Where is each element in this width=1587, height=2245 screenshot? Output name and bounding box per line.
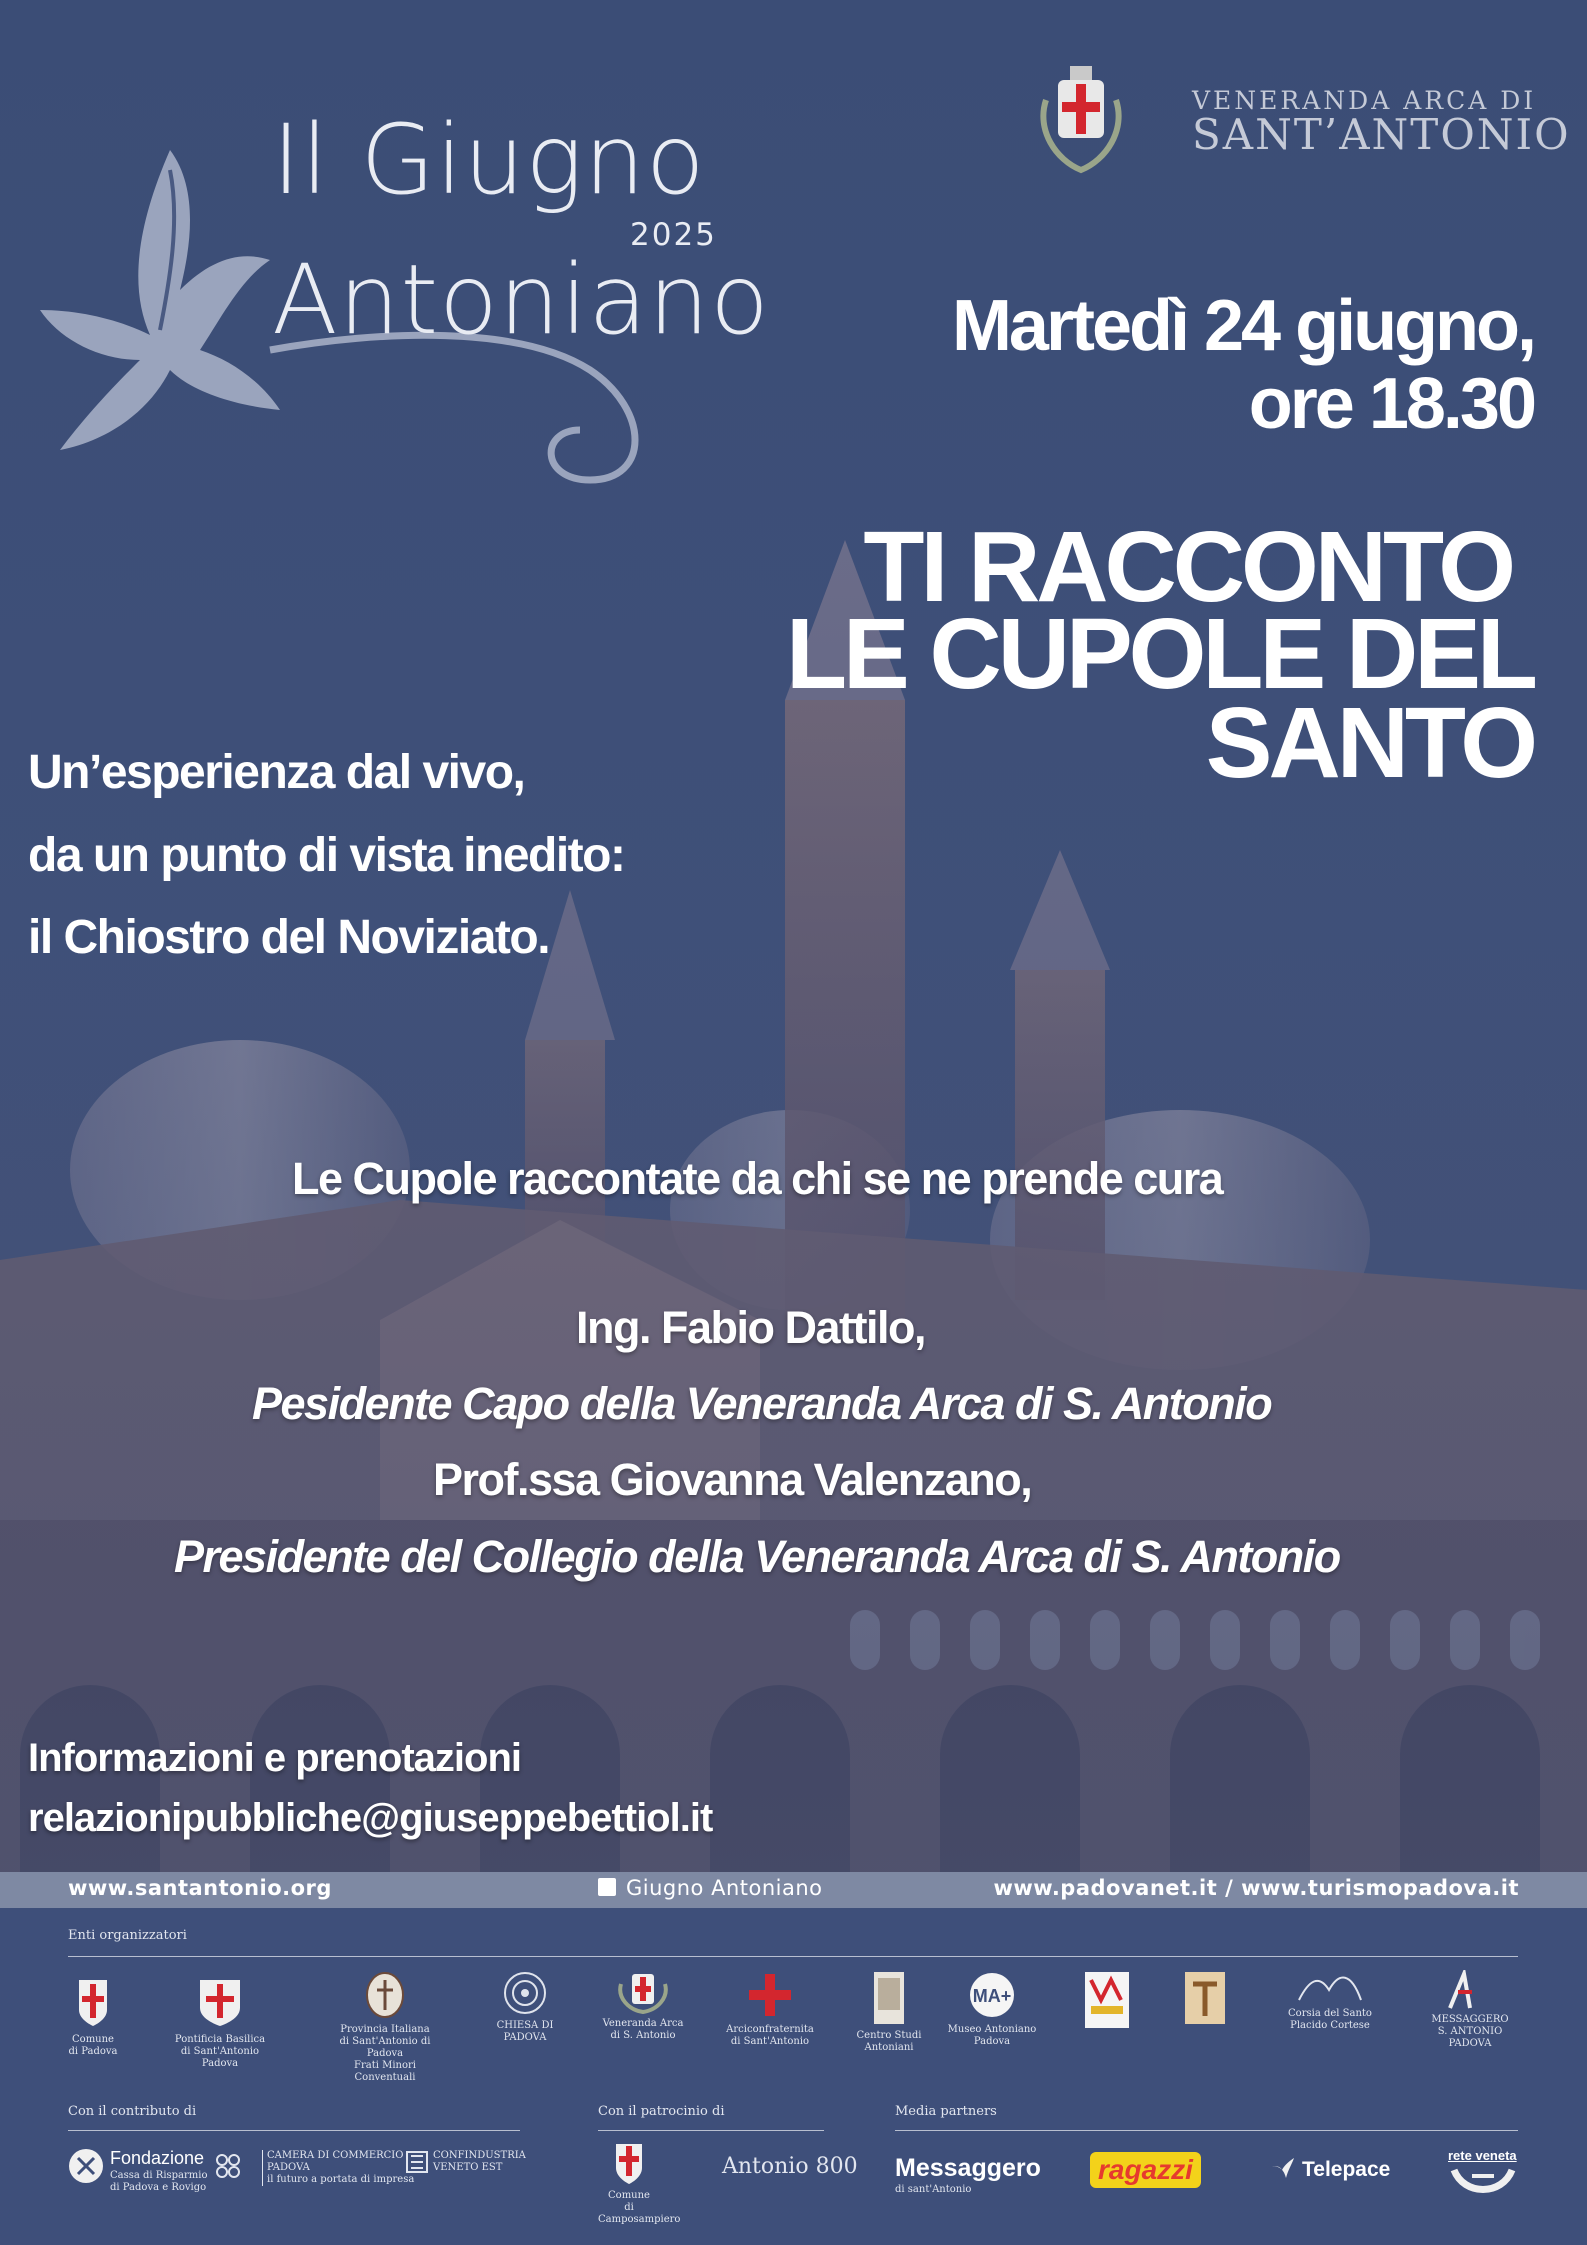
reteveneta-logo-icon	[1450, 2166, 1516, 2196]
logo-title-line1: Il Giugno	[272, 104, 706, 216]
antonio-800-logo: Antonio 800	[722, 2154, 858, 2179]
contact-label: Informazioni e prenotazioni	[28, 1736, 522, 1780]
organizer-label: Corsia del Santo	[1288, 2008, 1372, 2019]
organizers-divider	[68, 1956, 1518, 1957]
link-padovanet-turismo[interactable]: www.padovanet.it / www.turismopadova.it	[993, 1876, 1519, 1900]
contact-email[interactable]: relazionipubbliche@giuseppebettiol.it	[28, 1796, 713, 1840]
organizer-label: CHIESA DI	[496, 2020, 554, 2031]
messaggero-logo-icon	[1440, 1970, 1500, 2010]
tau-icon	[1183, 1970, 1227, 2026]
organizer-messaggero	[1410, 1970, 1530, 2050]
lily-flower-icon	[30, 130, 290, 460]
organizer-corsia-del-santo	[1270, 1970, 1390, 2032]
organizer-label: Comune	[72, 2034, 114, 2045]
logo-year: 2025	[630, 217, 717, 253]
organizer-label: di Sant'Antonio Padova	[180, 2046, 260, 2069]
camera-commercio-text	[262, 2150, 414, 2186]
footer	[0, 1908, 1587, 2245]
organizer-label: MESSAGGERO	[1431, 2014, 1509, 2025]
organizer-label: Placido Cortese	[1290, 2020, 1370, 2031]
organizer-label: PADOVA	[503, 2032, 547, 2043]
organizer-label: di Sant'Antonio di Padova	[339, 2036, 431, 2059]
centro-studi-icon	[872, 1970, 906, 2026]
link-facebook-giugno-antoniano[interactable]: Giugno Antoniano	[626, 1876, 823, 1900]
organizer-label: Arciconfraternita	[726, 2024, 814, 2035]
organizer-label: Padova	[973, 2036, 1011, 2047]
camposampiero-label	[598, 2190, 681, 2226]
event-title-line2: LE CUPOLE DEL	[785, 598, 1534, 710]
organizer-comune-padova	[38, 1970, 148, 2058]
camposampiero-line1: Comune	[608, 2190, 650, 2201]
patronage-label: Con il patrocinio di	[598, 2104, 725, 2119]
links-bar	[0, 1872, 1587, 1908]
intro-line3: il Chiostro del Noviziato.	[28, 911, 550, 964]
organizer-label: S. ANTONIO	[1437, 2026, 1503, 2037]
confindustria-icon	[405, 2150, 429, 2174]
logo-swirl-icon	[260, 330, 680, 510]
camera-line1: CAMERA DI COMMERCIO	[267, 2150, 404, 2161]
event-title-line1: TI RACCONTO	[863, 511, 1512, 623]
media-messaggero-sub: di sant'Antonio	[895, 2184, 972, 2195]
organizer-label: di Sant'Antonio	[730, 2036, 810, 2047]
facebook-icon[interactable]	[598, 1878, 616, 1896]
svg-text:MA+: MA+	[972, 1986, 1012, 2006]
fondazione-icon	[68, 2148, 104, 2184]
event-subtitle: Le Cupole raccontate da chi se ne prende cura	[292, 1153, 1223, 1204]
comune-padova-crest-icon	[73, 1970, 113, 2030]
veneranda-arca-crest-icon	[1036, 60, 1126, 175]
intro-line2: da un punto di vista inedito:	[28, 829, 625, 882]
fondazione-sub2: di Padova e Rovigo	[110, 2182, 207, 2193]
organizer-label: Provincia Italiana	[340, 2024, 430, 2035]
organizer-pontificia-basilica	[165, 1970, 275, 2070]
camera-line3: il futuro a portata di impresa	[267, 2174, 415, 2185]
media-partners-divider	[895, 2130, 1518, 2131]
organizer-label: Museo Antoniano	[947, 2024, 1037, 2035]
camera-commercio-icon	[212, 2150, 244, 2182]
camera-line2: PADOVA	[267, 2162, 310, 2173]
chiesa-padova-icon	[502, 1970, 548, 2016]
organizer-label: Pontificia Basilica	[174, 2034, 266, 2045]
organizer-veneranda-arca	[588, 1970, 698, 2042]
contributors-divider	[68, 2130, 520, 2131]
speaker1-name: Ing. Fabio Dattilo,	[576, 1302, 925, 1353]
media-partners-label: Media partners	[895, 2104, 997, 2119]
confindustria-line2: VENETO EST	[433, 2162, 503, 2173]
speaker1-role: Pesidente Capo della Veneranda Arca di S. Antonio	[252, 1378, 1272, 1429]
confindustria-line1: CONFINDUSTRIA	[433, 2150, 526, 2161]
fondazione-sub1: Cassa di Risparmio	[110, 2170, 208, 2181]
arca-logo-line1: VENERANDA ARCA DI	[1192, 86, 1537, 115]
event-date: Martedì 24 giugno,	[951, 286, 1534, 366]
veneranda-arca-small-crest-icon	[615, 1970, 671, 2014]
museo-antoniano-icon	[962, 1970, 1022, 2020]
event-time: ore 18.30	[1248, 364, 1534, 444]
arciconfraternita-cross-icon	[745, 1970, 795, 2020]
corsia-del-santo-icon	[1295, 1970, 1365, 2004]
organizer-logo-10	[1150, 1970, 1260, 2030]
media-messaggero: Messaggero	[895, 2154, 1041, 2182]
intro-line1: Un’esperienza dal vivo,	[28, 746, 525, 799]
link-santantonio[interactable]: www.santantonio.org	[68, 1876, 332, 1900]
arca-logo-line2: SANT’ANTONIO	[1192, 110, 1571, 159]
organizer-frati-minori	[330, 1970, 440, 2084]
speaker2-role: Presidente del Collegio della Veneranda Arca di S. Antonio	[174, 1531, 1340, 1582]
organizer-chiesa-padova	[470, 1970, 580, 2044]
organizer-centro-studi	[834, 1970, 944, 2054]
organizer-label: Frati Minori Conventuali	[354, 2060, 416, 2083]
confindustria-text	[433, 2150, 526, 2174]
organizer-arciconfraternita	[715, 1970, 825, 2048]
organizer-logo-9	[1052, 1970, 1162, 2034]
event-title-line3: SANTO	[1205, 687, 1534, 799]
patronage-divider	[598, 2130, 824, 2131]
contributors-label: Con il contributo di	[68, 2104, 197, 2119]
organizer-label: PADOVA	[1448, 2038, 1492, 2049]
fondazione-name: Fondazione	[110, 2148, 205, 2168]
organizer-label: Antoniani	[864, 2042, 914, 2053]
organizers-label: Enti organizzatori	[68, 1928, 187, 1943]
media-telepace: Telepace	[1302, 2158, 1391, 2181]
logo-title-line2: Antoniano	[272, 244, 770, 356]
media-ragazzi: ragazzi	[1090, 2152, 1201, 2188]
telepace-dove-icon	[1270, 2156, 1296, 2182]
organizer-label: Centro Studi	[856, 2030, 922, 2041]
media-reteveneta: rete veneta	[1448, 2148, 1517, 2163]
camposampiero-line2: di Camposampiero	[598, 2202, 681, 2225]
organizer-museo-antoniano	[937, 1970, 1047, 2048]
speaker2-name: Prof.ssa Giovanna Valenzano,	[433, 1454, 1032, 1505]
camposampiero-crest-icon	[612, 2138, 646, 2186]
frati-minori-seal-icon	[363, 1970, 407, 2020]
organizer-label: Veneranda Arca	[602, 2018, 684, 2029]
organizer-label: di S. Antonio	[610, 2030, 676, 2041]
organizer-label: di Padova	[68, 2046, 118, 2057]
basilica-crest-icon	[190, 1970, 250, 2030]
festival-poster-icon	[1083, 1970, 1131, 2030]
